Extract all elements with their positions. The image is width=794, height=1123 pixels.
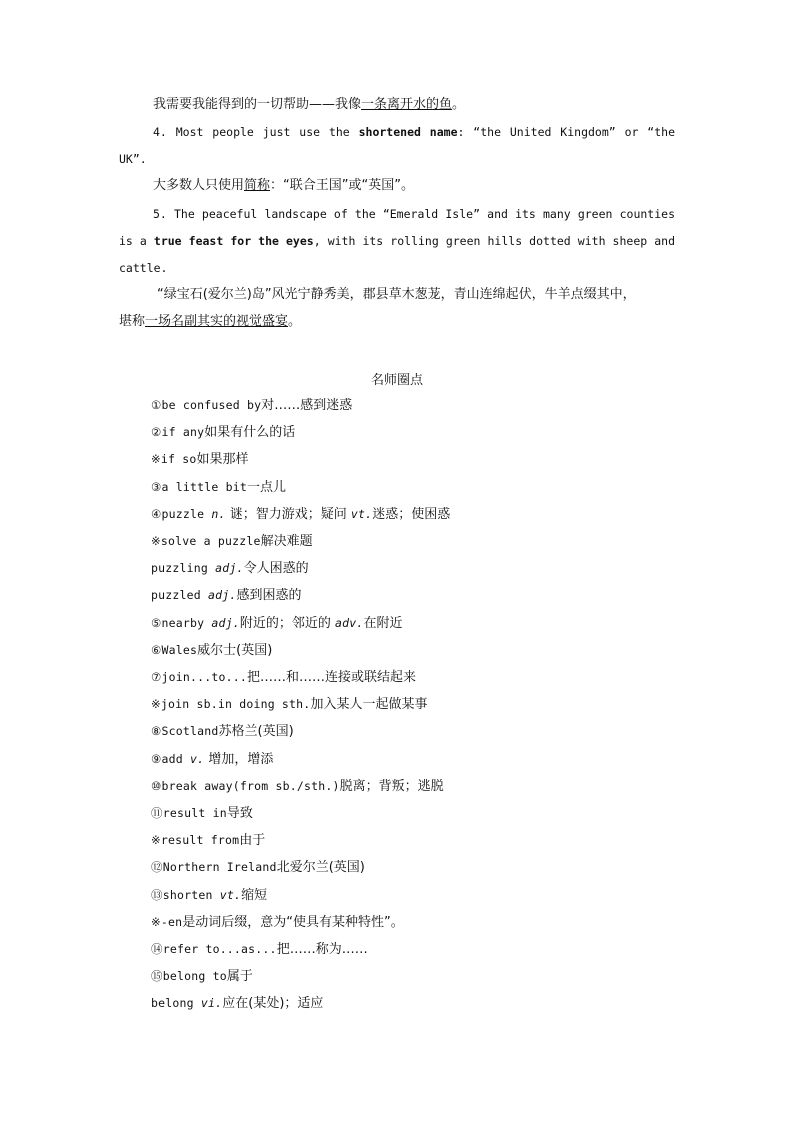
note-text: 加入某人一起做某事	[310, 697, 428, 712]
note-text: ※if so	[151, 452, 197, 466]
note-text: 脱离；背叛；逃脱	[339, 779, 444, 794]
note-text: 增加，增添	[204, 752, 274, 767]
note-item	[151, 478, 286, 497]
note-text: 对……感到迷惑	[261, 398, 353, 413]
note-text: 迷惑；使困惑	[372, 507, 451, 522]
note-item	[151, 450, 248, 469]
note-text: 解决难题	[260, 534, 313, 549]
translation-text: ：“联合王国”或“英国”。	[270, 178, 414, 193]
note-item	[151, 913, 404, 932]
note-text: 属于	[226, 969, 253, 984]
note-text: belong	[151, 996, 201, 1010]
note-text: ⑭refer to...as...	[151, 942, 277, 956]
note-text: ⑮belong to	[151, 969, 227, 983]
note-item	[151, 559, 309, 578]
note-text: v.	[190, 752, 205, 766]
note-item	[151, 505, 450, 524]
note-text: adv.	[335, 616, 364, 630]
translation-text: 我需要我能得到的一切帮助——我像	[153, 97, 362, 112]
note-text: 由于	[239, 833, 266, 848]
note-item	[151, 668, 416, 687]
note-text: ⑨add	[151, 752, 191, 766]
note-item	[151, 994, 323, 1013]
note-text: puzzled	[151, 588, 208, 602]
translation-text: 。	[288, 314, 302, 329]
note-text: 把……和……连接或联结起来	[247, 670, 417, 685]
note-text: 苏格兰(英国)	[218, 724, 294, 739]
note-text: ※-en	[151, 915, 183, 929]
note-text: ⑦join...to...	[151, 670, 247, 684]
note-text: 如果那样	[196, 452, 249, 467]
translation-line-5a: “绿宝石(爱尔兰)岛”风光宁静秀美，郡县草木葱茏，青山连绵起伏，牛羊点缀其中，	[157, 287, 636, 302]
note-text: ⑧Scotland	[151, 724, 219, 738]
underlined-phrase: 简称	[244, 178, 271, 193]
key-phrase: shortened name	[358, 125, 458, 139]
translation-line-5b	[119, 313, 301, 331]
note-text: 附近的；邻近的	[239, 616, 336, 631]
note-text: ⑥Wales	[151, 643, 198, 657]
note-text: ⑩break away(from sb./sth.)	[151, 779, 340, 793]
note-text: adj.	[211, 616, 240, 630]
note-item	[151, 831, 265, 850]
note-text: ⑪result in	[151, 806, 227, 820]
translation-line-4	[153, 177, 414, 195]
translation-text: 。	[452, 97, 466, 112]
note-item	[151, 586, 302, 605]
note-text: 导致	[226, 806, 253, 821]
note-item	[151, 967, 253, 986]
note-text: ④puzzle	[151, 507, 212, 521]
translation-line-3	[153, 96, 465, 114]
note-item	[151, 532, 313, 551]
note-text: vt.	[219, 888, 242, 902]
note-text: ①be confused by	[151, 398, 262, 412]
underlined-phrase: 一条离开水的鱼	[361, 97, 453, 112]
note-text: 威尔士(英国)	[197, 643, 273, 658]
section-heading: 名师圈点	[370, 373, 423, 388]
sentence-5	[119, 201, 675, 282]
sentence-4	[119, 119, 675, 173]
note-text: adj.	[208, 588, 237, 602]
note-item	[151, 695, 427, 714]
note-text: ③a little bit	[151, 480, 247, 494]
note-item	[151, 722, 294, 741]
note-item	[151, 940, 368, 959]
note-text: 一点儿	[247, 480, 287, 495]
note-item	[151, 750, 273, 769]
note-text: ※result from	[151, 833, 240, 847]
note-text: ⑤nearby	[151, 616, 212, 630]
note-item	[151, 886, 267, 905]
note-text: 是动词后缀，意为“使具有某种特性”。	[182, 915, 404, 930]
key-phrase: true feast for the eyes	[153, 234, 314, 248]
sentence-text: , with its rolling green hills dotted with sheep and cattle.	[119, 234, 676, 275]
note-text: vt.	[350, 507, 373, 521]
note-item	[151, 423, 295, 442]
note-text: puzzling	[151, 561, 216, 575]
note-text: ※solve a puzzle	[151, 534, 261, 548]
note-text: vi.	[200, 996, 223, 1010]
note-text: ※join sb.in doing sth.	[151, 697, 311, 711]
note-text: 感到困惑的	[236, 588, 302, 603]
translation-text: 大多数人只使用	[153, 178, 245, 193]
sentence-text: 5. The peaceful landscape of the “Emerald Isle” and its many green counties is a	[119, 207, 675, 248]
note-text: 缩短	[241, 888, 268, 903]
note-text: ⑫Northern Ireland	[151, 860, 277, 874]
note-item	[151, 858, 365, 877]
note-text: ⑬shorten	[151, 888, 220, 902]
note-text: 令人困惑的	[243, 561, 309, 576]
underlined-phrase: 一场名副其实的视觉盛宴	[145, 314, 289, 329]
note-text: n.	[211, 507, 226, 521]
note-item	[151, 804, 253, 823]
note-item	[151, 641, 272, 660]
note-text: 在附近	[363, 616, 403, 631]
note-text: 如果有什么的话	[204, 425, 296, 440]
sentence-text: 4. Most people just use the	[153, 125, 359, 139]
sentence-text: : “the United Kingdom” or “the UK”.	[119, 125, 675, 166]
note-item	[151, 396, 352, 415]
note-text: 应在(某处)；适应	[222, 996, 324, 1011]
note-text: adj.	[215, 561, 244, 575]
note-text: 北爱尔兰(英国)	[276, 860, 365, 875]
note-text: ②if any	[151, 425, 205, 439]
note-item	[151, 614, 403, 633]
note-text: 把……称为……	[276, 942, 368, 957]
note-item	[151, 777, 444, 796]
translation-text: 堪称	[119, 314, 146, 329]
note-text: 谜；智力游戏；疑问	[225, 507, 351, 522]
